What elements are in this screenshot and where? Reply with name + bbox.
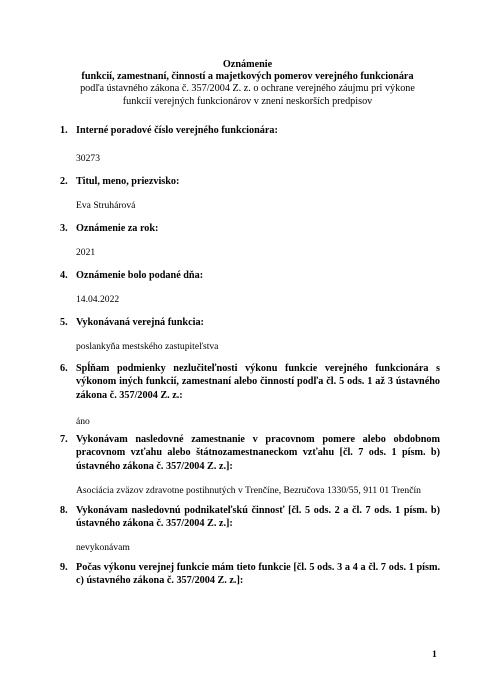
item-number: 3. <box>60 223 68 234</box>
item-7 <box>60 433 440 473</box>
item-label: Vykonávam nasledovnú podnikateľskú činnosť [čl. 5 ods. 2 a čl. 7 ods. 1 písm. b) ústavného zákona č. 357/2004 Z. z.]: <box>76 505 440 530</box>
document-legal-basis-cont: funkcií verejných funkcionárov v znení neskorších predpisov <box>122 95 373 107</box>
item-8-answer: nevykonávam <box>76 542 130 553</box>
item-number: 8. <box>60 505 68 516</box>
item-label: Oznámenie za rok: <box>76 223 159 234</box>
item-label: Titul, meno, priezvisko: <box>76 176 180 187</box>
item-label: Počas výkonu verejnej funkcie mám tieto funkcie [čl. 5 ods. 3 a 4 a čl. 7 ods. 1 písm. c) ústavného zákona č. 357/2004 Z. z.]: <box>76 562 440 587</box>
document-legal-basis: podľa ústavného zákona č. 357/2004 Z. z. o ochrane verejného záujmu pri výkone <box>80 83 415 95</box>
document-title: Oznámenie <box>222 59 273 70</box>
item-number: 4. <box>60 270 68 281</box>
item-5 <box>60 316 440 329</box>
item-label: Spĺňam podmienky nezlučiteľnosti výkonu funkcie verejného funkcionára s výkonom iných funkcií, zamestnaní alebo činností podľa čl. 5 ods. 1 až 3 ústavného zákona č. 357/2004 Z. z.: <box>76 363 440 401</box>
item-number: 5. <box>60 317 68 328</box>
item-7-answer: Asociácia zväzov zdravotne postihnutých v Trenčíne, Bezručova 1330/55, 911 01 Trenčín <box>76 485 421 496</box>
item-8 <box>60 504 440 531</box>
item-6-answer: áno <box>76 416 90 427</box>
item-3-answer: 2021 <box>76 247 96 258</box>
item-number: 1. <box>60 125 68 136</box>
item-4 <box>60 269 440 282</box>
item-6 <box>60 362 440 402</box>
item-1 <box>60 124 440 137</box>
document-header <box>60 59 435 108</box>
item-label: Oznámenie bolo podané dňa: <box>76 270 204 281</box>
item-number: 7. <box>60 434 68 445</box>
item-2 <box>60 175 440 188</box>
item-number: 2. <box>60 176 68 187</box>
item-9 <box>60 561 440 588</box>
page-number: 1 <box>432 649 437 660</box>
item-5-answer: poslankyňa mestského zastupiteľstva <box>76 341 219 352</box>
item-number: 6. <box>60 363 68 374</box>
document-subtitle: funkcií, zamestnaní, činností a majetkových pomerov verejného funkcionára <box>81 71 414 83</box>
item-4-answer: 14.04.2022 <box>76 294 120 305</box>
item-number: 9. <box>60 562 68 573</box>
item-label: Vykonávam nasledovné zamestnanie v pracovnom pomere alebo obdobnom pracovnom vzťahu alebo štátnozamestnaneckom vzťahu [čl. 7 ods. 1 písm. b) ústavného zákona č. 357/2004 Z. z.]: <box>76 434 440 472</box>
item-1-answer: 30273 <box>76 153 100 164</box>
item-2-answer: Eva Struhárová <box>76 200 136 211</box>
item-label: Interné poradové číslo verejného funkcionára: <box>76 125 278 136</box>
item-label: Vykonávaná verejná funkcia: <box>76 317 204 328</box>
item-3 <box>60 222 440 235</box>
